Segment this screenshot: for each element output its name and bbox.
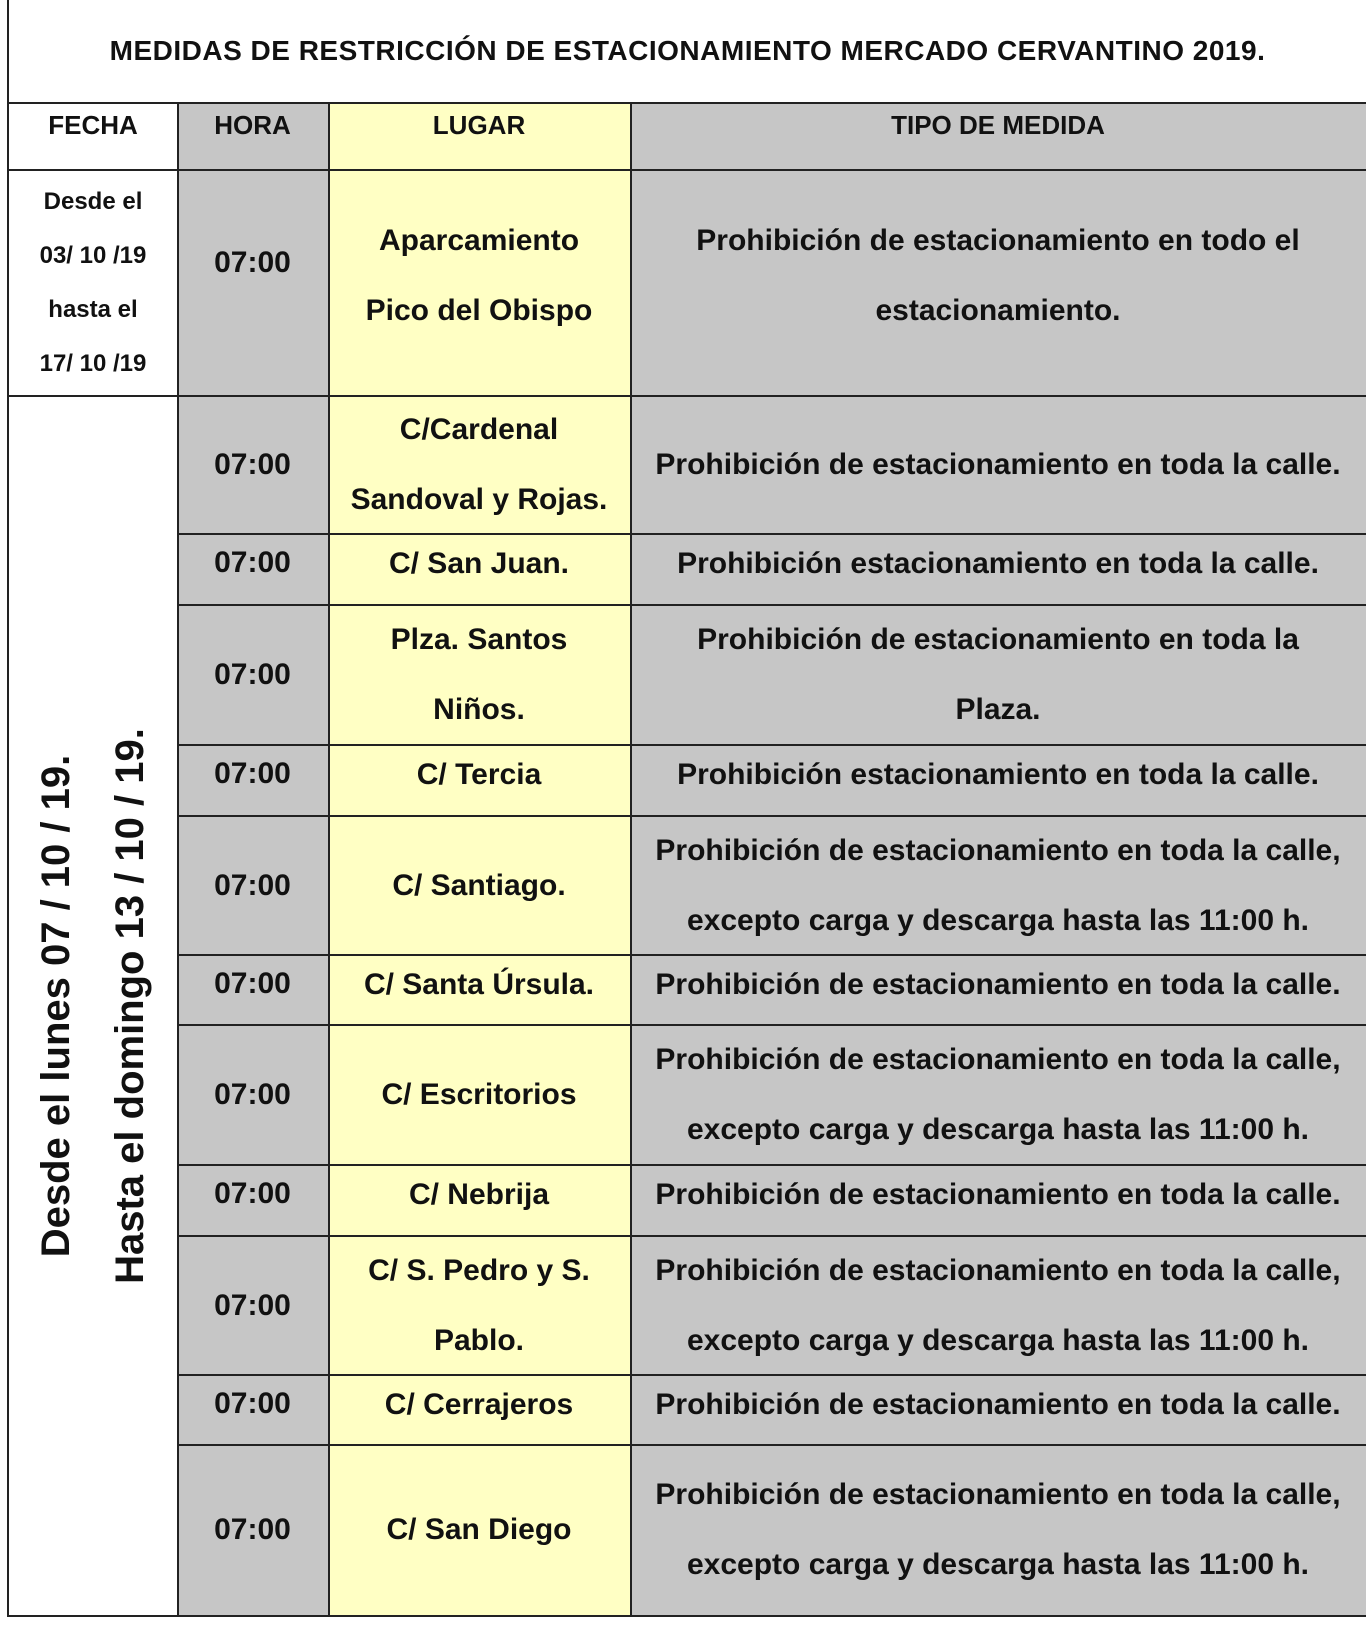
row-divider	[9, 169, 1366, 171]
lugar-line: C/ Santiago.	[392, 868, 566, 902]
lugar-cell	[328, 534, 630, 605]
tipo-line: Prohibición estacionamiento en toda la calle.	[677, 758, 1319, 791]
tipo-line: Prohibición de estacionamiento en toda la calle.	[655, 1388, 1341, 1421]
hora-cell: 07:00	[177, 816, 328, 955]
document-title: MEDIDAS DE RESTRICCIÓN DE ESTACIONAMIENTO MERCADO CERVANTINO 2019.	[9, 0, 1366, 104]
column-divider	[328, 104, 330, 1615]
hora-cell: 07:00	[177, 1445, 328, 1615]
lugar-line: Pico del Obispo	[365, 294, 593, 327]
hora-cell: 07:00	[177, 1165, 328, 1236]
lugar-cell	[328, 170, 630, 396]
hora-cell: 07:00	[177, 396, 328, 534]
fecha-line: hasta el	[48, 296, 138, 323]
lugar-cell	[328, 955, 630, 1025]
tipo-cell	[630, 396, 1366, 534]
tipo-line: Prohibición de estacionamiento en toda la calle.	[655, 448, 1341, 481]
tipo-cell	[630, 1165, 1366, 1236]
fecha-first-range	[9, 170, 177, 396]
tipo-line: excepto carga y descarga hasta las 11:00 h.	[686, 903, 1310, 937]
tipo-line: excepto carga y descarga hasta las 11:00 h.	[686, 1323, 1310, 1357]
hora-cell: 07:00	[177, 1025, 328, 1165]
lugar-cell	[328, 1165, 630, 1236]
week-range-label	[19, 456, 167, 1556]
fecha-week-range	[9, 396, 177, 1615]
hora-cell: 07:00	[177, 745, 328, 816]
lugar-line: C/ San Diego	[386, 1513, 572, 1546]
lugar-cell	[328, 816, 630, 955]
fecha-line: Desde el	[43, 188, 143, 215]
tipo-cell	[630, 1445, 1366, 1615]
fecha-line: 17/ 10 /19	[39, 350, 147, 377]
tipo-line: Prohibición de estacionamiento en toda la calle,	[655, 1043, 1341, 1076]
lugar-cell	[328, 1375, 630, 1445]
hora-cell: 07:00	[177, 955, 328, 1025]
tipo-cell	[630, 816, 1366, 955]
lugar-cell	[328, 396, 630, 534]
header-tipo-medida: TIPO DE MEDIDA	[630, 104, 1366, 170]
row-divider	[177, 1374, 1366, 1376]
column-divider	[630, 104, 632, 1615]
header-lugar: LUGAR	[328, 104, 630, 170]
tipo-line: Prohibición de estacionamiento en toda la calle,	[655, 1253, 1341, 1287]
row-divider	[177, 1164, 1366, 1166]
row-divider	[177, 744, 1366, 746]
tipo-cell	[630, 534, 1366, 605]
hora-cell: 07:00	[177, 170, 328, 396]
tipo-line: Prohibición de estacionamiento en toda la calle.	[655, 968, 1341, 1001]
lugar-line: Niños.	[433, 693, 525, 726]
lugar-cell	[328, 745, 630, 816]
hora-cell: 07:00	[177, 1236, 328, 1375]
week-range-end: Hasta el domingo 13 / 10 / 19.	[108, 727, 152, 1284]
tipo-cell	[630, 170, 1366, 396]
lugar-cell	[328, 1445, 630, 1615]
row-divider	[177, 533, 1366, 535]
hora-cell: 07:00	[177, 1375, 328, 1445]
lugar-cell	[328, 605, 630, 745]
tipo-cell	[630, 1375, 1366, 1445]
row-divider	[177, 815, 1366, 817]
tipo-line: Prohibición de estacionamiento en toda la calle,	[655, 833, 1341, 867]
tipo-line: estacionamiento.	[875, 294, 1121, 327]
lugar-line: Aparcamiento	[378, 224, 580, 257]
row-divider	[177, 604, 1366, 606]
tipo-cell	[630, 605, 1366, 745]
fecha-line: 03/ 10 /19	[39, 242, 147, 269]
row-divider	[177, 1444, 1366, 1446]
row-divider	[177, 1235, 1366, 1237]
lugar-line: C/ Nebrija	[408, 1178, 550, 1211]
lugar-line: C/ Escritorios	[381, 1078, 577, 1111]
lugar-line: Plza. Santos	[390, 623, 568, 656]
tipo-line: Plaza.	[955, 693, 1041, 726]
header-fecha: FECHA	[9, 104, 177, 170]
row-divider	[177, 954, 1366, 956]
tipo-line: Prohibición de estacionamiento en toda la calle,	[655, 1478, 1341, 1511]
tipo-cell	[630, 745, 1366, 816]
tipo-line: Prohibición de estacionamiento en toda la	[697, 623, 1299, 656]
tipo-cell	[630, 1236, 1366, 1375]
lugar-line: C/ San Juan.	[388, 547, 570, 580]
lugar-line: C/ Tercia	[416, 758, 542, 791]
header-hora: HORA	[177, 104, 328, 170]
lugar-line: C/Cardenal	[399, 413, 559, 446]
lugar-cell	[328, 1236, 630, 1375]
week-range-start: Desde el lunes 07 / 10 / 19.	[34, 754, 78, 1257]
row-divider	[9, 395, 1366, 397]
hora-cell: 07:00	[177, 605, 328, 745]
lugar-line: C/ Cerrajeros	[384, 1388, 574, 1421]
lugar-line: C/ Santa Úrsula.	[363, 968, 595, 1001]
tipo-line: Prohibición de estacionamiento en toda la calle.	[655, 1178, 1341, 1211]
lugar-line: Pablo.	[433, 1323, 524, 1357]
row-divider	[177, 1024, 1366, 1026]
tipo-line: excepto carga y descarga hasta las 11:00 h.	[686, 1548, 1310, 1581]
lugar-cell	[328, 1025, 630, 1165]
tipo-cell	[630, 1025, 1366, 1165]
tipo-cell	[630, 955, 1366, 1025]
hora-cell: 07:00	[177, 534, 328, 605]
lugar-line: C/ S. Pedro y S.	[368, 1253, 590, 1287]
lugar-line: Sandoval y Rojas.	[350, 483, 608, 516]
tipo-line: excepto carga y descarga hasta las 11:00 h.	[686, 1113, 1310, 1146]
tipo-line: Prohibición de estacionamiento en todo el	[696, 224, 1300, 257]
column-divider	[177, 104, 179, 1615]
tipo-line: Prohibición estacionamiento en toda la calle.	[677, 547, 1319, 580]
